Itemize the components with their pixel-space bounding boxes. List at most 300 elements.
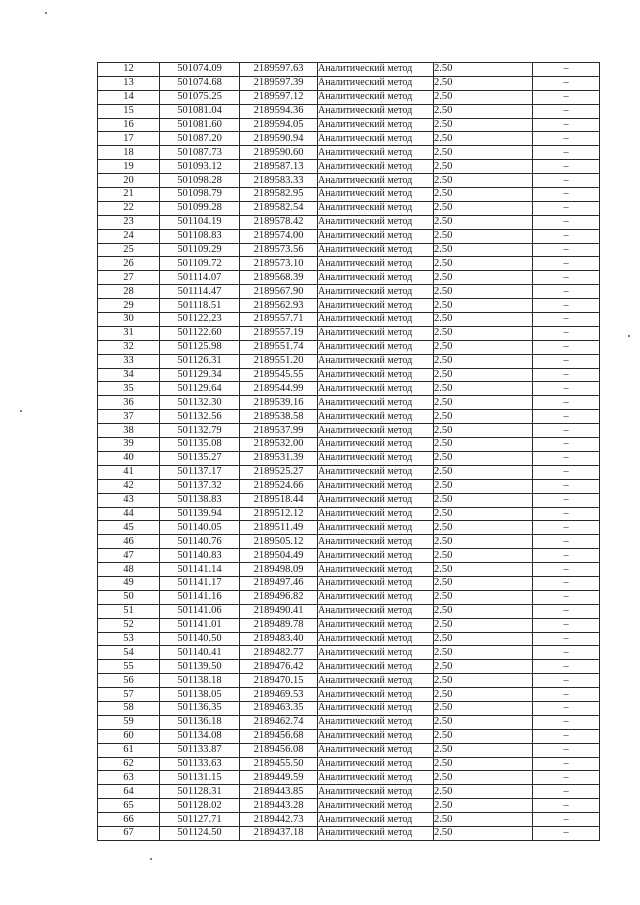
note-cell: – bbox=[533, 493, 600, 507]
error-cell: 2.50 bbox=[434, 451, 533, 465]
error-cell: 2.50 bbox=[434, 104, 533, 118]
point-number-cell: 29 bbox=[98, 299, 160, 313]
table-row bbox=[98, 757, 600, 771]
x-coordinate-cell: 501126.31 bbox=[160, 354, 240, 368]
note-cell: – bbox=[533, 632, 600, 646]
method-cell: Аналитический метод bbox=[318, 535, 434, 549]
note-cell: – bbox=[533, 104, 600, 118]
error-cell: 2.50 bbox=[434, 646, 533, 660]
method-cell: Аналитический метод bbox=[318, 549, 434, 563]
point-number-cell: 32 bbox=[98, 340, 160, 354]
table-row bbox=[98, 299, 600, 313]
note-cell: – bbox=[533, 590, 600, 604]
note-cell: – bbox=[533, 257, 600, 271]
method-cell: Аналитический метод bbox=[318, 521, 434, 535]
error-cell: 2.50 bbox=[434, 243, 533, 257]
point-number-cell: 56 bbox=[98, 674, 160, 688]
method-cell: Аналитический метод bbox=[318, 438, 434, 452]
x-coordinate-cell: 501081.60 bbox=[160, 118, 240, 132]
x-coordinate-cell: 501118.51 bbox=[160, 299, 240, 313]
point-number-cell: 59 bbox=[98, 715, 160, 729]
table-row bbox=[98, 465, 600, 479]
point-number-cell: 52 bbox=[98, 618, 160, 632]
method-cell: Аналитический метод bbox=[318, 757, 434, 771]
point-number-cell: 42 bbox=[98, 479, 160, 493]
point-number-cell: 47 bbox=[98, 549, 160, 563]
note-cell: – bbox=[533, 799, 600, 813]
error-cell: 2.50 bbox=[434, 743, 533, 757]
error-cell: 2.50 bbox=[434, 229, 533, 243]
method-cell: Аналитический метод bbox=[318, 340, 434, 354]
y-coordinate-cell: 2189537.99 bbox=[240, 424, 318, 438]
x-coordinate-cell: 501138.18 bbox=[160, 674, 240, 688]
y-coordinate-cell: 2189518.44 bbox=[240, 493, 318, 507]
error-cell: 2.50 bbox=[434, 590, 533, 604]
note-cell: – bbox=[533, 160, 600, 174]
note-cell: – bbox=[533, 535, 600, 549]
y-coordinate-cell: 2189574.00 bbox=[240, 229, 318, 243]
table-row bbox=[98, 438, 600, 452]
y-coordinate-cell: 2189504.49 bbox=[240, 549, 318, 563]
point-number-cell: 15 bbox=[98, 104, 160, 118]
point-number-cell: 62 bbox=[98, 757, 160, 771]
note-cell: – bbox=[533, 118, 600, 132]
y-coordinate-cell: 2189437.18 bbox=[240, 826, 318, 840]
note-cell: – bbox=[533, 340, 600, 354]
note-cell: – bbox=[533, 368, 600, 382]
error-cell: 2.50 bbox=[434, 493, 533, 507]
y-coordinate-cell: 2189597.12 bbox=[240, 90, 318, 104]
x-coordinate-cell: 501138.05 bbox=[160, 688, 240, 702]
x-coordinate-cell: 501114.07 bbox=[160, 271, 240, 285]
table-row bbox=[98, 701, 600, 715]
y-coordinate-cell: 2189443.28 bbox=[240, 799, 318, 813]
y-coordinate-cell: 2189482.77 bbox=[240, 646, 318, 660]
error-cell: 2.50 bbox=[434, 729, 533, 743]
y-coordinate-cell: 2189590.94 bbox=[240, 132, 318, 146]
x-coordinate-cell: 501108.83 bbox=[160, 229, 240, 243]
note-cell: – bbox=[533, 618, 600, 632]
method-cell: Аналитический метод bbox=[318, 618, 434, 632]
error-cell: 2.50 bbox=[434, 826, 533, 840]
note-cell: – bbox=[533, 424, 600, 438]
y-coordinate-cell: 2189476.42 bbox=[240, 660, 318, 674]
point-number-cell: 20 bbox=[98, 174, 160, 188]
table-row bbox=[98, 604, 600, 618]
table-row bbox=[98, 618, 600, 632]
x-coordinate-cell: 501135.27 bbox=[160, 451, 240, 465]
method-cell: Аналитический метод bbox=[318, 90, 434, 104]
note-cell: – bbox=[533, 757, 600, 771]
method-cell: Аналитический метод bbox=[318, 118, 434, 132]
point-number-cell: 48 bbox=[98, 563, 160, 577]
table-row bbox=[98, 326, 600, 340]
method-cell: Аналитический метод bbox=[318, 465, 434, 479]
y-coordinate-cell: 2189568.39 bbox=[240, 271, 318, 285]
x-coordinate-cell: 501141.06 bbox=[160, 604, 240, 618]
x-coordinate-cell: 501141.17 bbox=[160, 576, 240, 590]
method-cell: Аналитический метод bbox=[318, 257, 434, 271]
y-coordinate-cell: 2189483.40 bbox=[240, 632, 318, 646]
point-number-cell: 31 bbox=[98, 326, 160, 340]
method-cell: Аналитический метод bbox=[318, 188, 434, 202]
table-row bbox=[98, 243, 600, 257]
note-cell: – bbox=[533, 465, 600, 479]
note-cell: – bbox=[533, 326, 600, 340]
error-cell: 2.50 bbox=[434, 215, 533, 229]
y-coordinate-cell: 2189573.10 bbox=[240, 257, 318, 271]
note-cell: – bbox=[533, 479, 600, 493]
error-cell: 2.50 bbox=[434, 521, 533, 535]
point-number-cell: 64 bbox=[98, 785, 160, 799]
error-cell: 2.50 bbox=[434, 340, 533, 354]
y-coordinate-cell: 2189525.27 bbox=[240, 465, 318, 479]
error-cell: 2.50 bbox=[434, 368, 533, 382]
method-cell: Аналитический метод bbox=[318, 243, 434, 257]
y-coordinate-cell: 2189456.68 bbox=[240, 729, 318, 743]
y-coordinate-cell: 2189539.16 bbox=[240, 396, 318, 410]
note-cell: – bbox=[533, 729, 600, 743]
note-cell: – bbox=[533, 674, 600, 688]
point-number-cell: 44 bbox=[98, 507, 160, 521]
y-coordinate-cell: 2189443.85 bbox=[240, 785, 318, 799]
error-cell: 2.50 bbox=[434, 660, 533, 674]
method-cell: Аналитический метод bbox=[318, 313, 434, 327]
method-cell: Аналитический метод bbox=[318, 785, 434, 799]
x-coordinate-cell: 501109.72 bbox=[160, 257, 240, 271]
method-cell: Аналитический метод bbox=[318, 104, 434, 118]
error-cell: 2.50 bbox=[434, 63, 533, 77]
method-cell: Аналитический метод bbox=[318, 576, 434, 590]
table-row bbox=[98, 63, 600, 77]
x-coordinate-cell: 501127.71 bbox=[160, 813, 240, 827]
y-coordinate-cell: 2189587.13 bbox=[240, 160, 318, 174]
method-cell: Аналитический метод bbox=[318, 132, 434, 146]
y-coordinate-cell: 2189470.15 bbox=[240, 674, 318, 688]
point-number-cell: 58 bbox=[98, 701, 160, 715]
error-cell: 2.50 bbox=[434, 396, 533, 410]
y-coordinate-cell: 2189512.12 bbox=[240, 507, 318, 521]
x-coordinate-cell: 501074.68 bbox=[160, 76, 240, 90]
error-cell: 2.50 bbox=[434, 438, 533, 452]
point-number-cell: 66 bbox=[98, 813, 160, 827]
note-cell: – bbox=[533, 215, 600, 229]
x-coordinate-cell: 501138.83 bbox=[160, 493, 240, 507]
table-row bbox=[98, 188, 600, 202]
note-cell: – bbox=[533, 243, 600, 257]
x-coordinate-cell: 501132.79 bbox=[160, 424, 240, 438]
note-cell: – bbox=[533, 563, 600, 577]
note-cell: – bbox=[533, 229, 600, 243]
method-cell: Аналитический метод bbox=[318, 451, 434, 465]
y-coordinate-cell: 2189449.59 bbox=[240, 771, 318, 785]
y-coordinate-cell: 2189511.49 bbox=[240, 521, 318, 535]
note-cell: – bbox=[533, 396, 600, 410]
error-cell: 2.50 bbox=[434, 688, 533, 702]
x-coordinate-cell: 501139.50 bbox=[160, 660, 240, 674]
method-cell: Аналитический метод bbox=[318, 701, 434, 715]
method-cell: Аналитический метод bbox=[318, 174, 434, 188]
method-cell: Аналитический метод bbox=[318, 604, 434, 618]
x-coordinate-cell: 501140.50 bbox=[160, 632, 240, 646]
y-coordinate-cell: 2189551.74 bbox=[240, 340, 318, 354]
point-number-cell: 39 bbox=[98, 438, 160, 452]
point-number-cell: 24 bbox=[98, 229, 160, 243]
y-coordinate-cell: 2189597.39 bbox=[240, 76, 318, 90]
method-cell: Аналитический метод bbox=[318, 563, 434, 577]
point-number-cell: 22 bbox=[98, 201, 160, 215]
note-cell: – bbox=[533, 410, 600, 424]
table-row bbox=[98, 632, 600, 646]
table-row bbox=[98, 340, 600, 354]
point-number-cell: 26 bbox=[98, 257, 160, 271]
note-cell: – bbox=[533, 576, 600, 590]
x-coordinate-cell: 501122.60 bbox=[160, 326, 240, 340]
x-coordinate-cell: 501137.17 bbox=[160, 465, 240, 479]
x-coordinate-cell: 501136.18 bbox=[160, 715, 240, 729]
point-number-cell: 23 bbox=[98, 215, 160, 229]
table-row bbox=[98, 493, 600, 507]
x-coordinate-cell: 501098.79 bbox=[160, 188, 240, 202]
note-cell: – bbox=[533, 507, 600, 521]
point-number-cell: 16 bbox=[98, 118, 160, 132]
method-cell: Аналитический метод bbox=[318, 424, 434, 438]
x-coordinate-cell: 501137.32 bbox=[160, 479, 240, 493]
x-coordinate-cell: 501131.15 bbox=[160, 771, 240, 785]
point-number-cell: 25 bbox=[98, 243, 160, 257]
y-coordinate-cell: 2189469.53 bbox=[240, 688, 318, 702]
table-row bbox=[98, 785, 600, 799]
scan-speck bbox=[628, 335, 630, 337]
table-row bbox=[98, 396, 600, 410]
error-cell: 2.50 bbox=[434, 299, 533, 313]
error-cell: 2.50 bbox=[434, 354, 533, 368]
table-row bbox=[98, 813, 600, 827]
table-row bbox=[98, 285, 600, 299]
note-cell: – bbox=[533, 146, 600, 160]
method-cell: Аналитический метод bbox=[318, 160, 434, 174]
note-cell: – bbox=[533, 63, 600, 77]
table-row bbox=[98, 576, 600, 590]
note-cell: – bbox=[533, 701, 600, 715]
method-cell: Аналитический метод bbox=[318, 354, 434, 368]
point-number-cell: 37 bbox=[98, 410, 160, 424]
note-cell: – bbox=[533, 313, 600, 327]
x-coordinate-cell: 501140.83 bbox=[160, 549, 240, 563]
point-number-cell: 19 bbox=[98, 160, 160, 174]
point-number-cell: 35 bbox=[98, 382, 160, 396]
y-coordinate-cell: 2189489.78 bbox=[240, 618, 318, 632]
note-cell: – bbox=[533, 521, 600, 535]
table-row bbox=[98, 521, 600, 535]
scan-speck bbox=[45, 12, 47, 14]
x-coordinate-cell: 501087.73 bbox=[160, 146, 240, 160]
table-row bbox=[98, 146, 600, 160]
method-cell: Аналитический метод bbox=[318, 299, 434, 313]
note-cell: – bbox=[533, 285, 600, 299]
method-cell: Аналитический метод bbox=[318, 368, 434, 382]
y-coordinate-cell: 2189462.74 bbox=[240, 715, 318, 729]
table-row bbox=[98, 424, 600, 438]
point-number-cell: 63 bbox=[98, 771, 160, 785]
x-coordinate-cell: 501140.41 bbox=[160, 646, 240, 660]
method-cell: Аналитический метод bbox=[318, 146, 434, 160]
table-row bbox=[98, 104, 600, 118]
y-coordinate-cell: 2189505.12 bbox=[240, 535, 318, 549]
note-cell: – bbox=[533, 743, 600, 757]
x-coordinate-cell: 501141.14 bbox=[160, 563, 240, 577]
note-cell: – bbox=[533, 826, 600, 840]
y-coordinate-cell: 2189578.42 bbox=[240, 215, 318, 229]
x-coordinate-cell: 501124.50 bbox=[160, 826, 240, 840]
note-cell: – bbox=[533, 438, 600, 452]
note-cell: – bbox=[533, 188, 600, 202]
method-cell: Аналитический метод bbox=[318, 729, 434, 743]
y-coordinate-cell: 2189557.71 bbox=[240, 313, 318, 327]
error-cell: 2.50 bbox=[434, 715, 533, 729]
note-cell: – bbox=[533, 715, 600, 729]
error-cell: 2.50 bbox=[434, 424, 533, 438]
note-cell: – bbox=[533, 785, 600, 799]
method-cell: Аналитический метод bbox=[318, 632, 434, 646]
y-coordinate-cell: 2189594.36 bbox=[240, 104, 318, 118]
table-row bbox=[98, 507, 600, 521]
y-coordinate-cell: 2189567.90 bbox=[240, 285, 318, 299]
x-coordinate-cell: 501128.02 bbox=[160, 799, 240, 813]
note-cell: – bbox=[533, 174, 600, 188]
note-cell: – bbox=[533, 688, 600, 702]
error-cell: 2.50 bbox=[434, 576, 533, 590]
y-coordinate-cell: 2189557.19 bbox=[240, 326, 318, 340]
table-row bbox=[98, 271, 600, 285]
table-row bbox=[98, 174, 600, 188]
method-cell: Аналитический метод bbox=[318, 229, 434, 243]
point-number-cell: 13 bbox=[98, 76, 160, 90]
error-cell: 2.50 bbox=[434, 604, 533, 618]
method-cell: Аналитический метод bbox=[318, 493, 434, 507]
y-coordinate-cell: 2189531.39 bbox=[240, 451, 318, 465]
error-cell: 2.50 bbox=[434, 701, 533, 715]
method-cell: Аналитический метод bbox=[318, 660, 434, 674]
point-number-cell: 50 bbox=[98, 590, 160, 604]
x-coordinate-cell: 501141.01 bbox=[160, 618, 240, 632]
method-cell: Аналитический метод bbox=[318, 326, 434, 340]
note-cell: – bbox=[533, 771, 600, 785]
point-number-cell: 51 bbox=[98, 604, 160, 618]
method-cell: Аналитический метод bbox=[318, 715, 434, 729]
point-number-cell: 21 bbox=[98, 188, 160, 202]
y-coordinate-cell: 2189583.33 bbox=[240, 174, 318, 188]
table-row bbox=[98, 132, 600, 146]
point-number-cell: 28 bbox=[98, 285, 160, 299]
method-cell: Аналитический метод bbox=[318, 382, 434, 396]
note-cell: – bbox=[533, 382, 600, 396]
method-cell: Аналитический метод bbox=[318, 271, 434, 285]
error-cell: 2.50 bbox=[434, 174, 533, 188]
method-cell: Аналитический метод bbox=[318, 396, 434, 410]
note-cell: – bbox=[533, 813, 600, 827]
method-cell: Аналитический метод bbox=[318, 215, 434, 229]
scan-speck bbox=[20, 410, 22, 412]
table-row bbox=[98, 660, 600, 674]
error-cell: 2.50 bbox=[434, 146, 533, 160]
note-cell: – bbox=[533, 76, 600, 90]
point-number-cell: 45 bbox=[98, 521, 160, 535]
error-cell: 2.50 bbox=[434, 799, 533, 813]
y-coordinate-cell: 2189545.55 bbox=[240, 368, 318, 382]
error-cell: 2.50 bbox=[434, 285, 533, 299]
note-cell: – bbox=[533, 90, 600, 104]
x-coordinate-cell: 501132.56 bbox=[160, 410, 240, 424]
method-cell: Аналитический метод bbox=[318, 479, 434, 493]
x-coordinate-cell: 501099.28 bbox=[160, 201, 240, 215]
error-cell: 2.50 bbox=[434, 201, 533, 215]
error-cell: 2.50 bbox=[434, 535, 533, 549]
table-row bbox=[98, 410, 600, 424]
point-number-cell: 40 bbox=[98, 451, 160, 465]
table-row bbox=[98, 826, 600, 840]
y-coordinate-cell: 2189582.95 bbox=[240, 188, 318, 202]
table-row bbox=[98, 688, 600, 702]
y-coordinate-cell: 2189544.99 bbox=[240, 382, 318, 396]
scan-speck bbox=[150, 858, 152, 860]
x-coordinate-cell: 501098.28 bbox=[160, 174, 240, 188]
coordinates-table-body bbox=[98, 63, 600, 841]
x-coordinate-cell: 501074.09 bbox=[160, 63, 240, 77]
table-row bbox=[98, 313, 600, 327]
y-coordinate-cell: 2189524.66 bbox=[240, 479, 318, 493]
x-coordinate-cell: 501093.12 bbox=[160, 160, 240, 174]
table-row bbox=[98, 215, 600, 229]
point-number-cell: 43 bbox=[98, 493, 160, 507]
error-cell: 2.50 bbox=[434, 785, 533, 799]
error-cell: 2.50 bbox=[434, 479, 533, 493]
table-row bbox=[98, 674, 600, 688]
point-number-cell: 34 bbox=[98, 368, 160, 382]
y-coordinate-cell: 2189551.20 bbox=[240, 354, 318, 368]
table-row bbox=[98, 76, 600, 90]
point-number-cell: 55 bbox=[98, 660, 160, 674]
y-coordinate-cell: 2189498.09 bbox=[240, 563, 318, 577]
table-row bbox=[98, 799, 600, 813]
table-row bbox=[98, 118, 600, 132]
table-row bbox=[98, 771, 600, 785]
x-coordinate-cell: 501104.19 bbox=[160, 215, 240, 229]
x-coordinate-cell: 501132.30 bbox=[160, 396, 240, 410]
table-row bbox=[98, 729, 600, 743]
note-cell: – bbox=[533, 299, 600, 313]
y-coordinate-cell: 2189538.58 bbox=[240, 410, 318, 424]
method-cell: Аналитический метод bbox=[318, 63, 434, 77]
note-cell: – bbox=[533, 132, 600, 146]
x-coordinate-cell: 501075.25 bbox=[160, 90, 240, 104]
table-row bbox=[98, 451, 600, 465]
error-cell: 2.50 bbox=[434, 757, 533, 771]
y-coordinate-cell: 2189497.46 bbox=[240, 576, 318, 590]
error-cell: 2.50 bbox=[434, 382, 533, 396]
x-coordinate-cell: 501122.23 bbox=[160, 313, 240, 327]
method-cell: Аналитический метод bbox=[318, 76, 434, 90]
error-cell: 2.50 bbox=[434, 632, 533, 646]
x-coordinate-cell: 501129.34 bbox=[160, 368, 240, 382]
method-cell: Аналитический метод bbox=[318, 285, 434, 299]
y-coordinate-cell: 2189442.73 bbox=[240, 813, 318, 827]
y-coordinate-cell: 2189456.08 bbox=[240, 743, 318, 757]
x-coordinate-cell: 501133.63 bbox=[160, 757, 240, 771]
y-coordinate-cell: 2189496.82 bbox=[240, 590, 318, 604]
error-cell: 2.50 bbox=[434, 76, 533, 90]
error-cell: 2.50 bbox=[434, 674, 533, 688]
